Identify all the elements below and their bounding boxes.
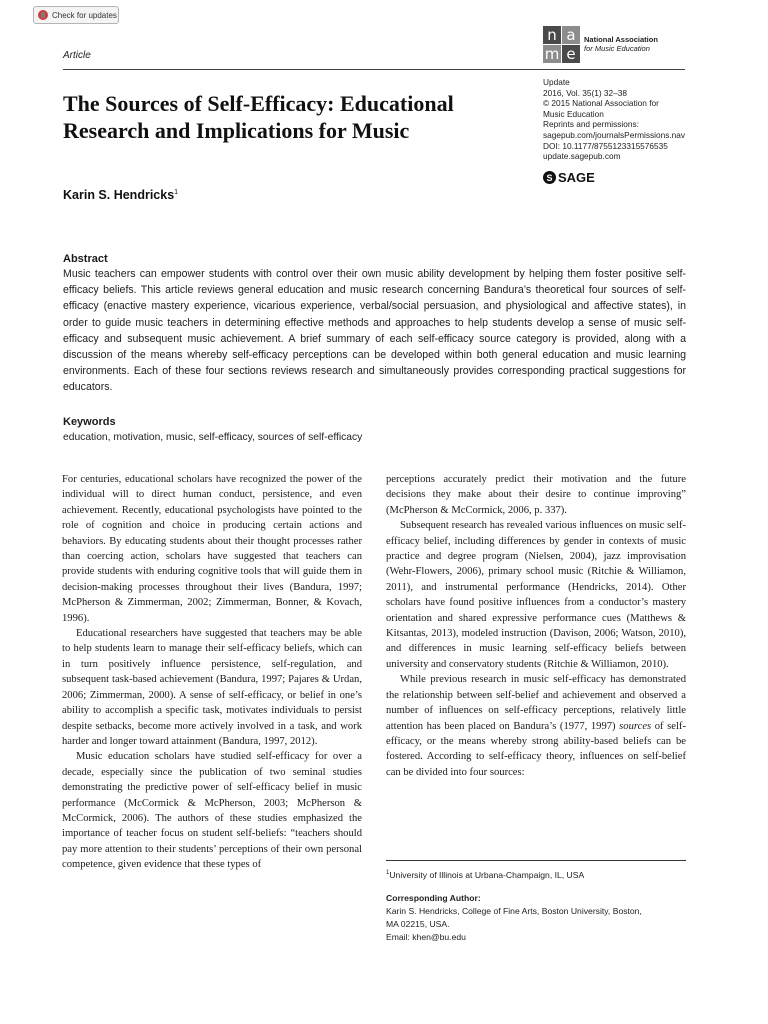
body-paragraph: Subsequent research has revealed various influences on music self-efficacy belief, including differences by gender in contexts of music practice and degree program (Nielsen, 2004), jazz improvisation (Wehr-Flowers, 2006), primary school music (Ritchie & Williamon, 2011), and instrumental performance (Hendricks, 2014). Other scholars have found positive influences from a conductor’s mastery orientation and shared expressive performance cues (Matthews & Kitsantas, 2013), modeled instruction (Davison, 2006; Watson, 2010), and differences in music learning self-efficacy beliefs between university and conservatory students (Ritchie & Williamon, 2010). <box>386 520 686 670</box>
journal-name: Update <box>543 77 570 87</box>
author-affiliation <box>386 870 584 880</box>
journal-metadata <box>543 77 703 162</box>
keywords-text: education, motivation, music, self-efficacy, sources of self-efficacy <box>63 432 363 443</box>
corresponding-email[interactable]: Email: khen@bu.edu <box>386 932 466 942</box>
logo-wordmark <box>584 35 658 53</box>
logo-line-1: National Association <box>584 35 658 44</box>
body-paragraph: Educational researchers have suggested that teachers may be able to help students learn to manage their self-efficacy beliefs, which can in turn positively influence persistence, self-regulation, and subsequent task-based achievement (Bandura, 1997; Pajares & Urdan, 2006; Zimmerman, 2000). A sense of self-efficacy, or belief in one’s ability to accomplish a specific task, motivates individuals to persist despite setbacks, become more actively involved in a task, and work harder and longer toward attainment (Bandura, 1997, 2012). <box>62 628 362 747</box>
corresponding-address: Karin S. Hendricks, College of Fine Arts, Boston University, Boston, <box>386 906 642 916</box>
copyright-line-2: Music Education <box>543 108 604 119</box>
sage-icon: S <box>543 171 556 184</box>
crossmark-icon <box>38 10 48 20</box>
body-column-right <box>386 472 686 780</box>
check-for-updates-label: Check for updates <box>52 10 117 20</box>
body-paragraph: For centuries, educational scholars have recognized the power of the individual will to direct human conduct, persistence, and even achievement. Recently, educational psychologists have pointed to the role of cognition and choice in producing certain actions and behaviors. By educating students about their thought processes rather than coercing action, scholars have suggested that teachers can provide students with enduring cognitive tools that will guide them in decision-making processes throughout their lives (Bandura, 1997; McPherson & Zimmerman, 2002; Zimmerman, Bonner, & Kovach, 1996). <box>62 474 362 624</box>
affiliation-mark: 1 <box>386 870 390 877</box>
corresponding-address-2: MA 02215, USA. <box>386 919 450 929</box>
logo-letter: n <box>543 26 561 44</box>
body-paragraph: Music education scholars have studied self-efficacy for over a decade, especially since the publication of two seminal studies demonstrating the predictive power of self-efficacy belief in music performance (McCormick & McPherson, 2003; McPherson & McCormick, 2006). The authors of these studies emphasized the importance of teacher focus on student self-beliefs: “teachers should pay more attention to their students’ perceptions of their own personal competence, given evidence that these types of <box>62 751 362 871</box>
body-text: of self-efficacy, or the means whereby strong ability-based beliefs can be fostered. According to self-efficacy theory, influences on self-belief can be divided into four sources: <box>386 720 686 778</box>
header-divider <box>63 69 685 70</box>
copyright-line: © 2015 National Association for <box>543 98 659 109</box>
author-affiliation-mark: 1 <box>174 188 179 196</box>
logo-line-2: for Music Education <box>584 44 650 53</box>
article-type-label: Article <box>63 50 91 61</box>
permissions-link[interactable]: sagepub.com/journalsPermissions.nav <box>543 129 686 140</box>
corresponding-author-heading: Corresponding Author: <box>386 893 481 903</box>
reprints-label: Reprints and permissions: <box>543 119 639 130</box>
logo-letter: m <box>544 44 560 63</box>
doi-text[interactable]: DOI: 10.1177/8755123315576535 <box>543 140 668 151</box>
body-paragraph <box>386 672 686 780</box>
volume-info: 2016, Vol. 35(1) 32–38 <box>543 87 627 98</box>
corresponding-author <box>386 892 686 944</box>
emphasis-text: sources <box>619 720 652 732</box>
affiliation-text: University of Illinois at Urbana-Champaign, IL, USA <box>389 870 585 880</box>
journal-url[interactable]: update.sagepub.com <box>543 151 621 162</box>
body-column-left <box>62 472 362 873</box>
abstract-heading: Abstract <box>63 253 108 265</box>
logo-letter: e <box>562 45 580 63</box>
abstract-text: Music teachers can empower students with control over their own music ability development by helping them foster positive self-efficacy beliefs. This article reviews general education and music research concerning Bandura’s theoretical four sources of self-efficacy (enactive mastery experience, vicarious experience, verbal/social persuasion, and physiological and affective states), in order to guide music teachers in determining effective methods and approaches to help students develop a sense of music self-efficacy and subsequent music achievement. A brief summary of each self-efficacy source category is provided, along with a discussion of the means whereby self-efficacy perceptions can be developed within both general education and music learning environments. Each of these four sections reviews research and simultaneously provides corresponding practical suggestions for educators. <box>63 268 686 394</box>
author-name <box>63 188 178 202</box>
footnote-divider <box>386 860 686 861</box>
sage-wordmark: SAGE <box>558 170 595 185</box>
sage-logo <box>543 170 595 185</box>
body-text: While previous research in music self-efficacy has demonstrated the relationship between self-belief and achievement and observed a number of influences on self-efficacy perceptions, relatively little attention has been placed on Bandura’s (1977, 1997) <box>386 674 686 732</box>
logo-letter: a <box>562 26 580 44</box>
author-name-text: Karin S. Hendricks <box>63 188 175 202</box>
body-paragraph: perceptions accurately predict their motivation and the future decisions they make about their desire to continue improving” (McPherson & McCormick, 2006, p. 337). <box>386 474 686 516</box>
keywords-heading: Keywords <box>63 416 116 428</box>
publisher-logo <box>543 24 688 64</box>
check-for-updates-button[interactable] <box>33 6 119 24</box>
article-title: The Sources of Self-Efficacy: Educational Research and Implications for Music <box>63 91 454 143</box>
logo-letter-grid <box>543 26 580 63</box>
